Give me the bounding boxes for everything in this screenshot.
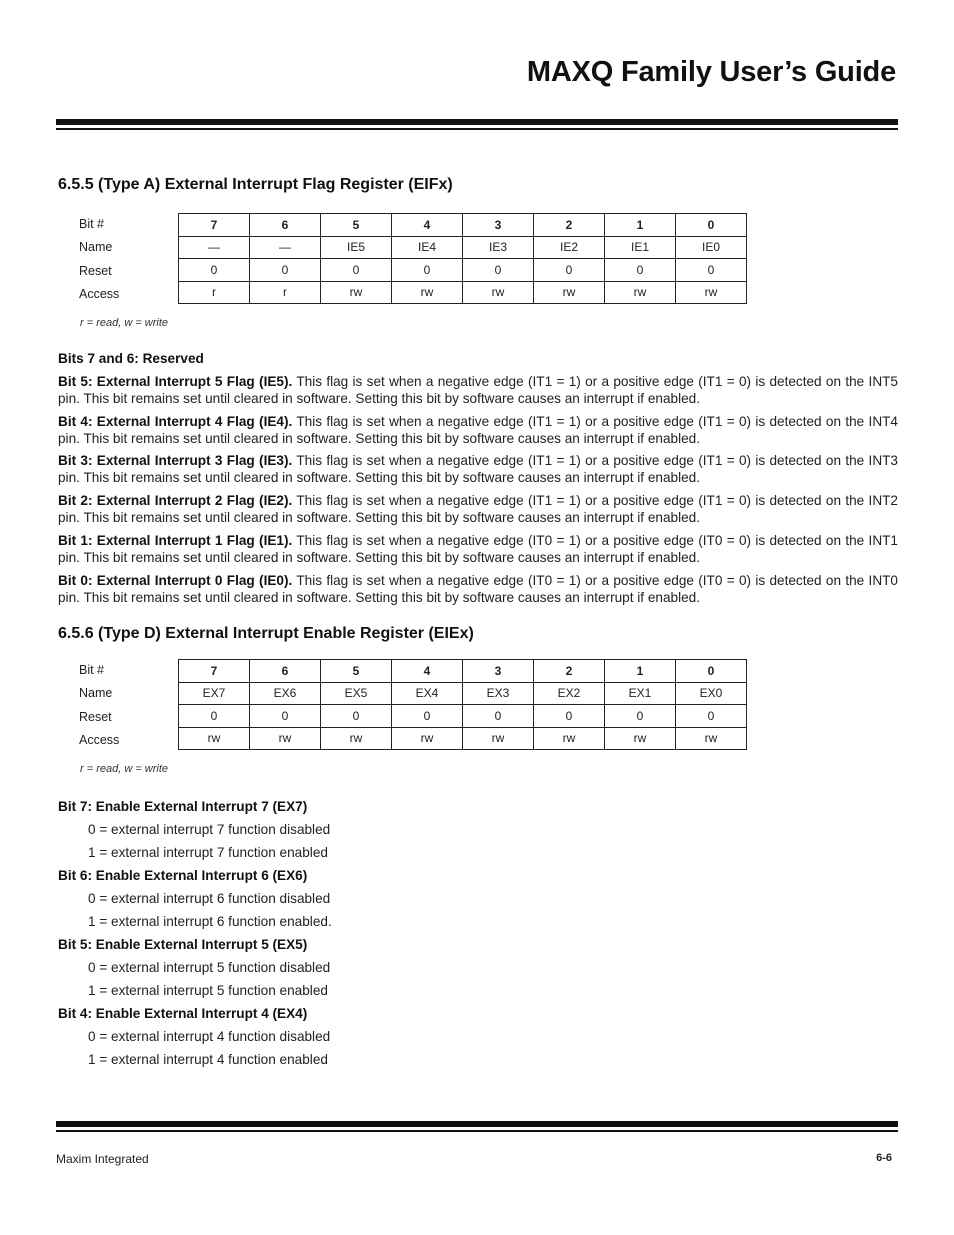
table-cell: IE3: [463, 236, 534, 259]
table-cell: 5: [321, 660, 392, 683]
table-row-bit: [179, 214, 747, 237]
eiex-section-heading: 6.5.6 (Type D) External Interrupt Enable Register (EIEx): [58, 625, 474, 642]
table-cell: EX7: [179, 682, 250, 705]
bit-heading: Bit 7: Enable External Interrupt 7 (EX7): [58, 799, 308, 814]
table-cell: 1: [605, 214, 676, 237]
table-cell: 0: [605, 705, 676, 728]
bit-title: Bit 5: External Interrupt 5 Flag (IE5).: [58, 374, 293, 389]
table-cell: 3: [463, 660, 534, 683]
table-cell: rw: [676, 727, 747, 750]
eiex-register-table: [178, 659, 747, 750]
bit-description: [58, 493, 898, 526]
table-cell: EX0: [676, 682, 747, 705]
table-cell: 0: [250, 705, 321, 728]
bit-heading: Bit 5: Enable External Interrupt 5 (EX5): [58, 937, 308, 952]
table-cell: 0: [534, 705, 605, 728]
table-cell: rw: [605, 281, 676, 304]
table-cell: 0: [179, 705, 250, 728]
bit-text: This flag is set when a negative edge (IT1 = 1) or a positive edge (IT1 = 0) is detected on the INT4 pin. This bit remains set until cleared in software. Setting this bit by software causes an interrupt if enabled.: [58, 414, 898, 446]
table-cell: 6: [250, 214, 321, 237]
bit-title: Bit 3: External Interrupt 3 Flag (IE3).: [58, 453, 293, 468]
header-rule-thick: [56, 119, 898, 125]
table-cell: IE1: [605, 236, 676, 259]
eifx-row-labels: [79, 214, 119, 307]
row-label-name: Name: [79, 240, 113, 255]
table-row-reset: [179, 259, 747, 282]
table-cell: IE4: [392, 236, 463, 259]
table-cell: 0: [534, 259, 605, 282]
table-cell: IE2: [534, 236, 605, 259]
reserved-bits-heading: Bits 7 and 6: Reserved: [58, 351, 204, 366]
table-cell: EX5: [321, 682, 392, 705]
bit-option: 0 = external interrupt 4 function disabled: [88, 1029, 331, 1044]
table-cell: 0: [676, 214, 747, 237]
table-cell: EX6: [250, 682, 321, 705]
bit-option: 0 = external interrupt 5 function disabled: [88, 960, 331, 975]
bit-heading: Bit 6: Enable External Interrupt 6 (EX6): [58, 868, 308, 883]
table-cell: IE5: [321, 236, 392, 259]
bit-text: This flag is set when a negative edge (IT0 = 1) or a positive edge (IT0 = 0) is detected on the INT0 pin. This bit remains set until cleared in software. Setting this bit by software causes an interrupt if enabled.: [58, 573, 898, 605]
header-rule-thin: [56, 128, 898, 130]
footer-company: Maxim Integrated: [56, 1152, 149, 1166]
bit-option: 0 = external interrupt 6 function disabled: [88, 891, 331, 906]
bit-title: Bit 1: External Interrupt 1 Flag (IE1).: [58, 533, 293, 548]
table-cell: rw: [179, 727, 250, 750]
eifx-section-heading: 6.5.5 (Type A) External Interrupt Flag Register (EIFx): [58, 176, 453, 193]
footer-rule-thick: [56, 1121, 898, 1127]
table-cell: rw: [321, 281, 392, 304]
bit-title: Bit 0: External Interrupt 0 Flag (IE0).: [58, 573, 293, 588]
table-cell: 1: [605, 660, 676, 683]
table-cell: rw: [605, 727, 676, 750]
footer-rule-thin: [56, 1130, 898, 1132]
table-cell: r: [179, 281, 250, 304]
table-cell: —: [179, 236, 250, 259]
row-label-reset: Reset: [79, 263, 112, 278]
row-label-bit: Bit #: [79, 663, 105, 677]
eifx-register-table: [178, 213, 747, 304]
table-cell: 7: [179, 660, 250, 683]
bit-heading: Bit 4: Enable External Interrupt 4 (EX4): [58, 1006, 308, 1021]
table-cell: 4: [392, 214, 463, 237]
table-cell: 0: [676, 705, 747, 728]
eiex-row-labels: [79, 660, 119, 753]
bit-option: 1 = external interrupt 6 function enabled.: [88, 914, 332, 929]
table-cell: 4: [392, 660, 463, 683]
table-cell: 6: [250, 660, 321, 683]
table-cell: EX1: [605, 682, 676, 705]
table-cell: rw: [676, 281, 747, 304]
bit-option: 1 = external interrupt 4 function enabled: [88, 1052, 328, 1067]
bit-description: [58, 573, 898, 606]
table-cell: 0: [250, 259, 321, 282]
bit-title: Bit 2: External Interrupt 2 Flag (IE2).: [58, 493, 293, 508]
page-number: 6-6: [876, 1152, 892, 1164]
bit-text: This flag is set when a negative edge (IT1 = 1) or a positive edge (IT1 = 0) is detected on the INT5 pin. This bit remains set until cleared in software. Setting this bit by software causes an interrupt if enabled.: [58, 374, 898, 406]
table-cell: 3: [463, 214, 534, 237]
table-cell: rw: [321, 727, 392, 750]
table-row-access: [179, 281, 747, 304]
table-cell: EX4: [392, 682, 463, 705]
bit-text: This flag is set when a negative edge (IT1 = 1) or a positive edge (IT1 = 0) is detected on the INT2 pin. This bit remains set until cleared in software. Setting this bit by software causes an interrupt if enabled.: [58, 493, 898, 525]
table-cell: r: [250, 281, 321, 304]
table-cell: IE0: [676, 236, 747, 259]
bit-description: [58, 414, 898, 447]
page-title: MAXQ Family User’s Guide: [526, 56, 896, 88]
table-cell: 0: [179, 259, 250, 282]
table-cell: —: [250, 236, 321, 259]
row-label-bit: Bit #: [79, 217, 105, 231]
eiex-access-note: r = read, w = write: [80, 763, 169, 775]
table-cell: rw: [250, 727, 321, 750]
table-row-access: [179, 727, 747, 750]
table-cell: EX3: [463, 682, 534, 705]
table-cell: rw: [463, 727, 534, 750]
table-cell: 5: [321, 214, 392, 237]
bit-text: This flag is set when a negative edge (IT1 = 1) or a positive edge (IT1 = 0) is detected on the INT3 pin. This bit remains set until cleared in software. Setting this bit by software causes an interrupt if enabled.: [58, 453, 898, 485]
table-row-name: [179, 682, 747, 705]
table-cell: rw: [463, 281, 534, 304]
table-cell: 2: [534, 660, 605, 683]
table-cell: rw: [534, 281, 605, 304]
table-cell: 0: [676, 259, 747, 282]
table-cell: 7: [179, 214, 250, 237]
row-label-access: Access: [79, 286, 120, 301]
bit-text: This flag is set when a negative edge (IT0 = 1) or a positive edge (IT0 = 0) is detected on the INT1 pin. This bit remains set until cleared in software. Setting this bit by software causes an interrupt if enabled.: [58, 533, 898, 565]
table-cell: 0: [605, 259, 676, 282]
eifx-access-note: r = read, w = write: [80, 317, 169, 329]
table-cell: 0: [676, 660, 747, 683]
bit-option: 1 = external interrupt 5 function enabled: [88, 983, 328, 998]
table-row-bit: [179, 660, 747, 683]
bit-description: [58, 533, 898, 566]
table-row-name: [179, 236, 747, 259]
table-cell: rw: [392, 281, 463, 304]
table-cell: 0: [463, 259, 534, 282]
table-cell: 0: [463, 705, 534, 728]
table-row-reset: [179, 705, 747, 728]
row-label-reset: Reset: [79, 709, 112, 724]
table-cell: 0: [392, 705, 463, 728]
bit-option: 1 = external interrupt 7 function enabled: [88, 845, 328, 860]
table-cell: EX2: [534, 682, 605, 705]
table-cell: rw: [392, 727, 463, 750]
table-cell: 2: [534, 214, 605, 237]
bit-title: Bit 4: External Interrupt 4 Flag (IE4).: [58, 414, 293, 429]
table-cell: 0: [321, 259, 392, 282]
row-label-name: Name: [79, 686, 113, 701]
table-cell: 0: [392, 259, 463, 282]
bit-description: [58, 453, 898, 486]
bit-option: 0 = external interrupt 7 function disabled: [88, 822, 331, 837]
table-cell: 0: [321, 705, 392, 728]
table-cell: rw: [534, 727, 605, 750]
bit-description: [58, 374, 898, 407]
row-label-access: Access: [79, 732, 120, 747]
